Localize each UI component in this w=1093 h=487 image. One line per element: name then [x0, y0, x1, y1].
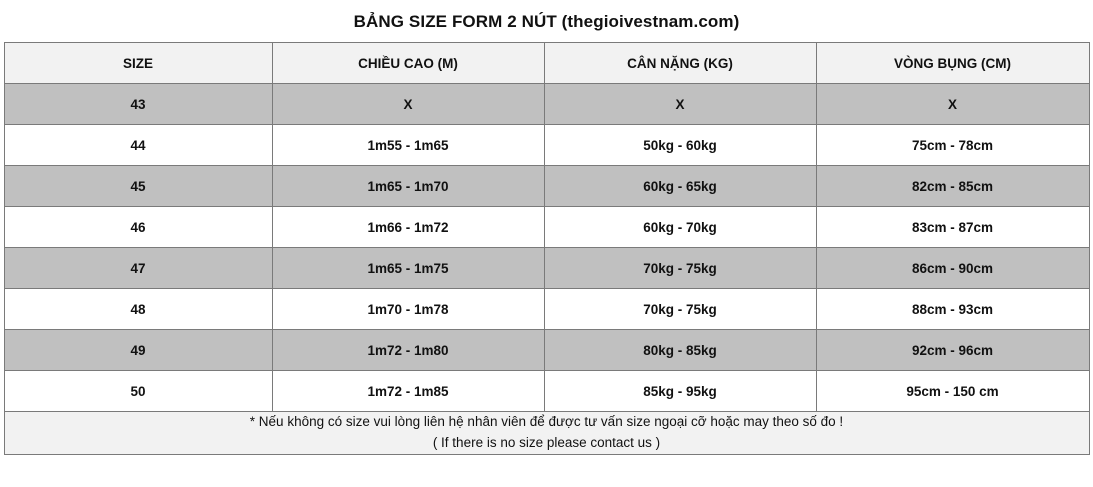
cell-weight: 80kg - 85kg	[544, 330, 816, 371]
cell-weight: 70kg - 75kg	[544, 289, 816, 330]
cell-weight: 70kg - 75kg	[544, 248, 816, 289]
cell-height: 1m72 - 1m80	[272, 330, 544, 371]
cell-size: 49	[4, 330, 272, 371]
table-body	[4, 84, 1089, 412]
table-row	[4, 371, 1089, 412]
column-header-height: CHIỀU CAO (M)	[272, 43, 544, 84]
cell-size: 47	[4, 248, 272, 289]
footer-note	[4, 412, 1089, 455]
cell-height: 1m72 - 1m85	[272, 371, 544, 412]
cell-waist: 75cm - 78cm	[816, 125, 1089, 166]
table-row	[4, 248, 1089, 289]
cell-waist: 95cm - 150 cm	[816, 371, 1089, 412]
column-header-size: SIZE	[4, 43, 272, 84]
table-row	[4, 125, 1089, 166]
table-row	[4, 166, 1089, 207]
table-header	[4, 43, 1089, 84]
cell-height: 1m55 - 1m65	[272, 125, 544, 166]
cell-height: 1m65 - 1m75	[272, 248, 544, 289]
table-row	[4, 207, 1089, 248]
page-title: BẢNG SIZE FORM 2 NÚT (thegioivestnam.com)	[353, 12, 740, 31]
column-header-waist: VÒNG BỤNG (CM)	[816, 43, 1089, 84]
table-row	[4, 289, 1089, 330]
cell-waist: 86cm - 90cm	[816, 248, 1089, 289]
cell-height: 1m70 - 1m78	[272, 289, 544, 330]
cell-waist: 92cm - 96cm	[816, 330, 1089, 371]
table-row	[4, 330, 1089, 371]
cell-weight: X	[544, 84, 816, 125]
size-table	[4, 42, 1090, 455]
cell-weight: 60kg - 65kg	[544, 166, 816, 207]
table-footer	[4, 412, 1089, 455]
cell-waist: 83cm - 87cm	[816, 207, 1089, 248]
cell-size: 43	[4, 84, 272, 125]
cell-size: 50	[4, 371, 272, 412]
cell-weight: 50kg - 60kg	[544, 125, 816, 166]
table-row	[4, 84, 1089, 125]
cell-size: 44	[4, 125, 272, 166]
cell-height: X	[272, 84, 544, 125]
cell-size: 46	[4, 207, 272, 248]
footer-note-line-1: * Nếu không có size vui lòng liên hệ nhân viên để được tư vấn size ngoại cỡ hoặc may theo số đo !	[249, 414, 844, 429]
cell-weight: 85kg - 95kg	[544, 371, 816, 412]
table-header-row	[4, 43, 1089, 84]
cell-weight: 60kg - 70kg	[544, 207, 816, 248]
footer-note-line-2: ( If there is no size please contact us )	[432, 434, 661, 450]
cell-size: 45	[4, 166, 272, 207]
cell-waist: 82cm - 85cm	[816, 166, 1089, 207]
cell-waist: X	[816, 84, 1089, 125]
cell-size: 48	[4, 289, 272, 330]
column-header-weight: CÂN NẶNG (KG)	[544, 43, 816, 84]
cell-height: 1m65 - 1m70	[272, 166, 544, 207]
cell-height: 1m66 - 1m72	[272, 207, 544, 248]
footer-row	[4, 412, 1089, 455]
cell-waist: 88cm - 93cm	[816, 289, 1089, 330]
